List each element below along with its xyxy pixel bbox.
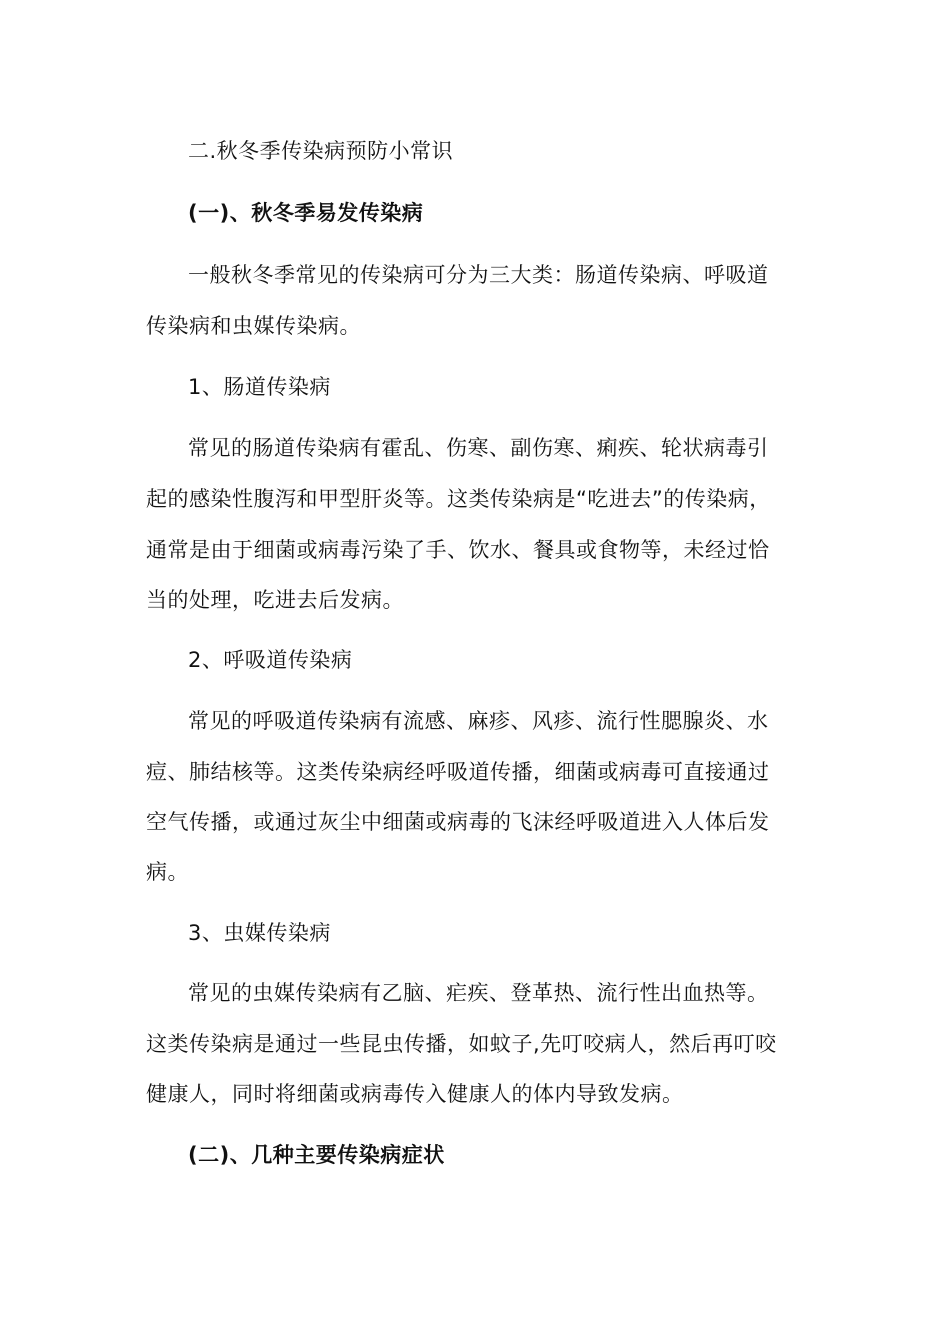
para-vector-line-1: 常见的虫媒传染病有乙脑、疟疾、登革热、流行性出血热等。 (188, 981, 769, 1005)
para-respiratory-line-2: 痘、肺结核等。这类传染病经呼吸道传播，细菌或病毒可直接通过 (146, 760, 770, 784)
section-title: 二.秋冬季传染病预防小常识 (188, 139, 454, 163)
para-vector-line-3: 健康人，同时将细菌或病毒传入健康人的体内导致发病。 (146, 1082, 684, 1106)
para-respiratory-line-3: 空气传播，或通过灰尘中细菌或病毒的飞沫经呼吸道进入人体后发 (146, 810, 770, 834)
heading-major-symptoms: (二)、几种主要传染病症状 (188, 1143, 445, 1167)
para-respiratory-line-4: 病。 (146, 860, 189, 884)
intro-line-2: 传染病和虫媒传染病。 (146, 314, 361, 338)
heading-autumn-winter-diseases: (一)、秋冬季易发传染病 (188, 201, 424, 225)
para-intestinal-line-3: 通常是由于细菌或病毒污染了手、饮水、餐具或食物等，未经过恰 (146, 538, 770, 562)
para-vector-line-2: 这类传染病是通过一些昆虫传播，如蚊子,先叮咬病人，然后再叮咬 (146, 1032, 777, 1056)
intro-line-1: 一般秋冬季常见的传染病可分为三大类：肠道传染病、呼吸道 (188, 263, 769, 287)
para-intestinal-line-4: 当的处理，吃进去后发病。 (146, 588, 404, 612)
subheading-intestinal: 1、肠道传染病 (188, 375, 331, 399)
para-intestinal-line-1: 常见的肠道传染病有霍乱、伤寒、副伤寒、痢疾、轮状病毒引 (188, 436, 769, 460)
subheading-vector-borne: 3、虫媒传染病 (188, 921, 331, 945)
subheading-respiratory: 2、呼吸道传染病 (188, 648, 353, 672)
para-respiratory-line-1: 常见的呼吸道传染病有流感、麻疹、风疹、流行性腮腺炎、水 (188, 709, 769, 733)
para-intestinal-line-2: 起的感染性腹泻和甲型肝炎等。这类传染病是“吃进去”的传染病， (146, 487, 771, 511)
